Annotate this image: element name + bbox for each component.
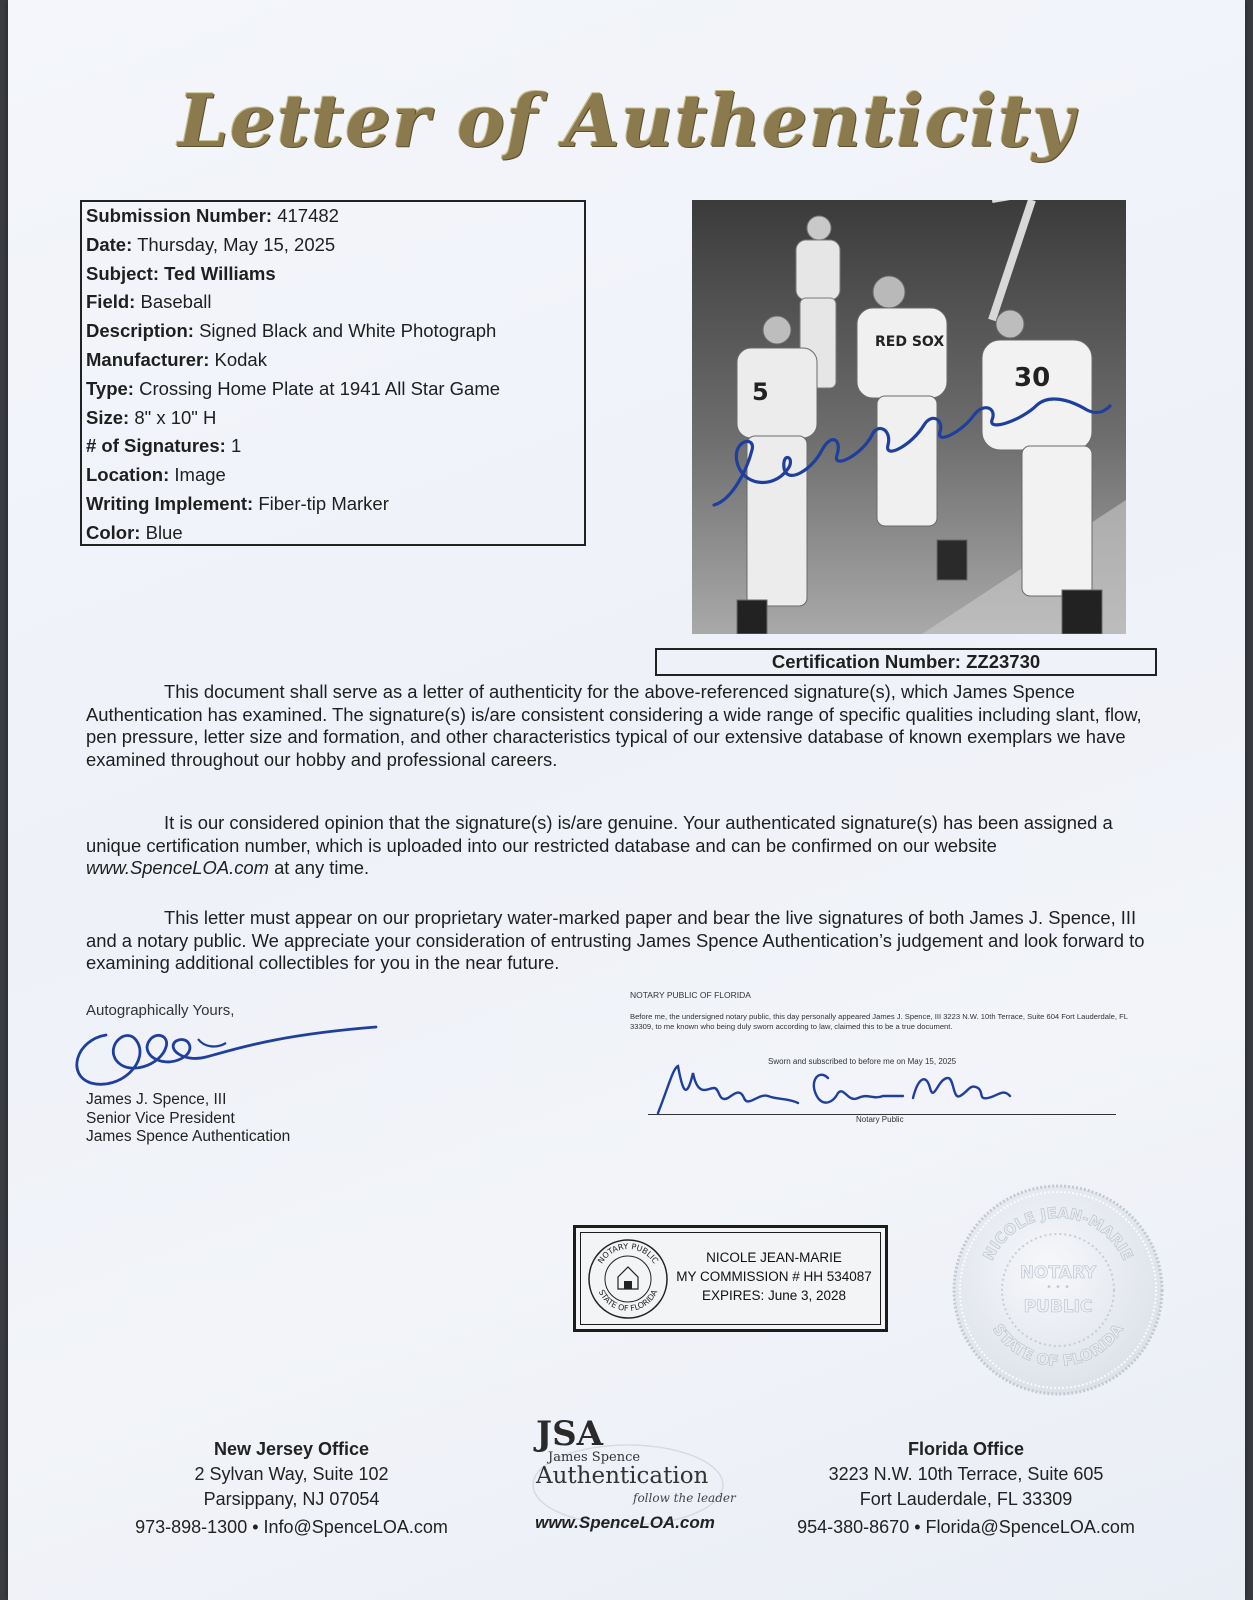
info-row-location: Location: Image bbox=[86, 464, 226, 486]
fl-office-street: 3223 N.W. 10th Terrace, Suite 605 bbox=[828, 1464, 1104, 1484]
embossed-notary-seal-icon bbox=[948, 1180, 1168, 1400]
new-jersey-office bbox=[104, 1436, 479, 1540]
notary-statement: Before me, the undersigned notary public, this day personally appeared James J. Spence, III 3223 N.W. 10th Terrace, Suite 604 Fort Lauderdale, FL 33309, to me known who being duly sworn according to law, claimed this to be a true document. bbox=[630, 1012, 1128, 1031]
info-row-subject: Subject: Ted Williams bbox=[86, 262, 276, 284]
notary-sworn-date: Sworn and subscribed to before me on May 15, 2025 bbox=[768, 1057, 957, 1066]
signer-title: Senior Vice President bbox=[86, 1109, 235, 1127]
info-row-type: Type: Crossing Home Plate at 1941 All Star Game bbox=[86, 377, 501, 399]
notary-public-label: Notary Public bbox=[856, 1115, 904, 1124]
signed-photograph bbox=[692, 200, 1126, 634]
info-row-color: Color: Blue bbox=[86, 521, 183, 543]
svg-text:STATE OF FLORIDA: STATE OF FLORIDA bbox=[989, 1320, 1127, 1371]
jersey-number-5: 5 bbox=[752, 378, 769, 406]
paragraph-watermark: This letter must appear on our proprietary water-marked paper and bear the live signatures of both James J. Spence, III and a notary public. We appreciate your consideration of entrusting James Spence Authentication’s judgement and look forward to examining additional collectibles for you in the near future. bbox=[86, 907, 1145, 973]
nj-office-street: 2 Sylvan Way, Suite 102 bbox=[194, 1464, 389, 1484]
svg-text:NICOLE JEAN-MARIE: NICOLE JEAN-MARIE bbox=[979, 1203, 1137, 1264]
info-row-submission-number: Submission Number: 417482 bbox=[86, 205, 339, 226]
certification-number: Certification Number: ZZ23730 bbox=[655, 648, 1157, 676]
nj-office-city: Parsippany, NJ 07054 bbox=[203, 1488, 380, 1509]
info-row-writing-implement: Writing Implement: Fiber-tip Marker bbox=[86, 492, 389, 514]
svg-text:• • •: • • • bbox=[1045, 1282, 1071, 1293]
stamp-notary-name: NICOLE JEAN-MARIE bbox=[706, 1250, 842, 1265]
paragraph-authenticity: This document shall serve as a letter of authenticity for the above-referenced signature(s), which James Spence Authentication has examined. The signature(s) is/are consistent considering a wide range of specific qualities including slant, flow, pen pressure, letter size and formation, and other characteristics typical of our extensive database of known exemplars we have examined throughout our hobby and professional careers. bbox=[86, 681, 1142, 770]
fl-office-contact: 954-380-8670 • Florida@SpenceLOA.com bbox=[797, 1517, 1135, 1537]
info-row-date: Date: Thursday, May 15, 2025 bbox=[86, 233, 336, 255]
jsa-logo-letters: JSA bbox=[536, 1414, 604, 1454]
florida-seal-icon bbox=[586, 1237, 670, 1321]
stamp-details bbox=[676, 1248, 872, 1305]
svg-text:PUBLIC: PUBLIC bbox=[1023, 1297, 1093, 1317]
jsa-website[interactable]: www.SpenceLOA.com bbox=[535, 1513, 715, 1532]
svg-text:NOTARY PUBLIC: NOTARY PUBLIC bbox=[596, 1241, 660, 1266]
signer-name: James J. Spence, III bbox=[86, 1091, 227, 1108]
info-row-field: Field: Baseball bbox=[86, 291, 212, 313]
notary-signature bbox=[648, 1058, 1048, 1118]
website-link[interactable]: www.SpenceLOA.com bbox=[86, 857, 269, 878]
jsa-logo-authentication: Authentication bbox=[536, 1463, 709, 1489]
signer-block bbox=[86, 1091, 290, 1147]
info-row-manufacturer: Manufacturer: Kodak bbox=[86, 348, 267, 370]
info-row-description: Description: Signed Black and White Photograph bbox=[86, 320, 497, 342]
closing-line: Autographically Yours, bbox=[86, 1002, 235, 1019]
svg-text:STATE OF FLORIDA: STATE OF FLORIDA bbox=[596, 1288, 660, 1314]
nj-office-contact: 973-898-1300 • Info@SpenceLOA.com bbox=[135, 1517, 448, 1537]
baseball-photo-illustration bbox=[692, 200, 1126, 634]
notary-stamp bbox=[573, 1225, 888, 1332]
notary-heading: NOTARY PUBLIC OF FLORIDA bbox=[630, 990, 751, 1000]
jersey-number-30: 30 bbox=[1014, 363, 1051, 393]
letter-paper bbox=[8, 0, 1245, 1600]
florida-office bbox=[776, 1436, 1156, 1540]
jersey-team-text: RED SOX bbox=[875, 334, 945, 350]
stamp-commission-number: MY COMMISSION # HH 534087 bbox=[676, 1269, 872, 1284]
info-row-size: Size: 8" x 10" H bbox=[86, 406, 217, 428]
jsa-logo-tagline: follow the leader bbox=[633, 1491, 736, 1505]
letter-title: Letter of Authenticity bbox=[178, 78, 1075, 163]
fl-office-heading: Florida Office bbox=[907, 1439, 1024, 1459]
nj-office-heading: New Jersey Office bbox=[213, 1439, 370, 1459]
signer-company: James Spence Authentication bbox=[86, 1128, 291, 1145]
stamp-expiration: EXPIRES: June 3, 2028 bbox=[701, 1288, 847, 1303]
paragraph-opinion: It is our considered opinion that the signature(s) is/are genuine. Your authenticated signature(s) has been assigned a unique certification number, which is uploaded into our restricted database and can be confirmed on our website www.SpenceLOA.com at any time. bbox=[86, 812, 1113, 878]
fl-office-city: Fort Lauderdale, FL 33309 bbox=[859, 1488, 1073, 1509]
info-row-signature-count: # of Signatures: 1 bbox=[86, 435, 242, 457]
jsa-logo-name: James Spence bbox=[548, 1450, 641, 1465]
submission-info-box bbox=[80, 200, 586, 546]
svg-text:NOTARY: NOTARY bbox=[1019, 1263, 1097, 1283]
